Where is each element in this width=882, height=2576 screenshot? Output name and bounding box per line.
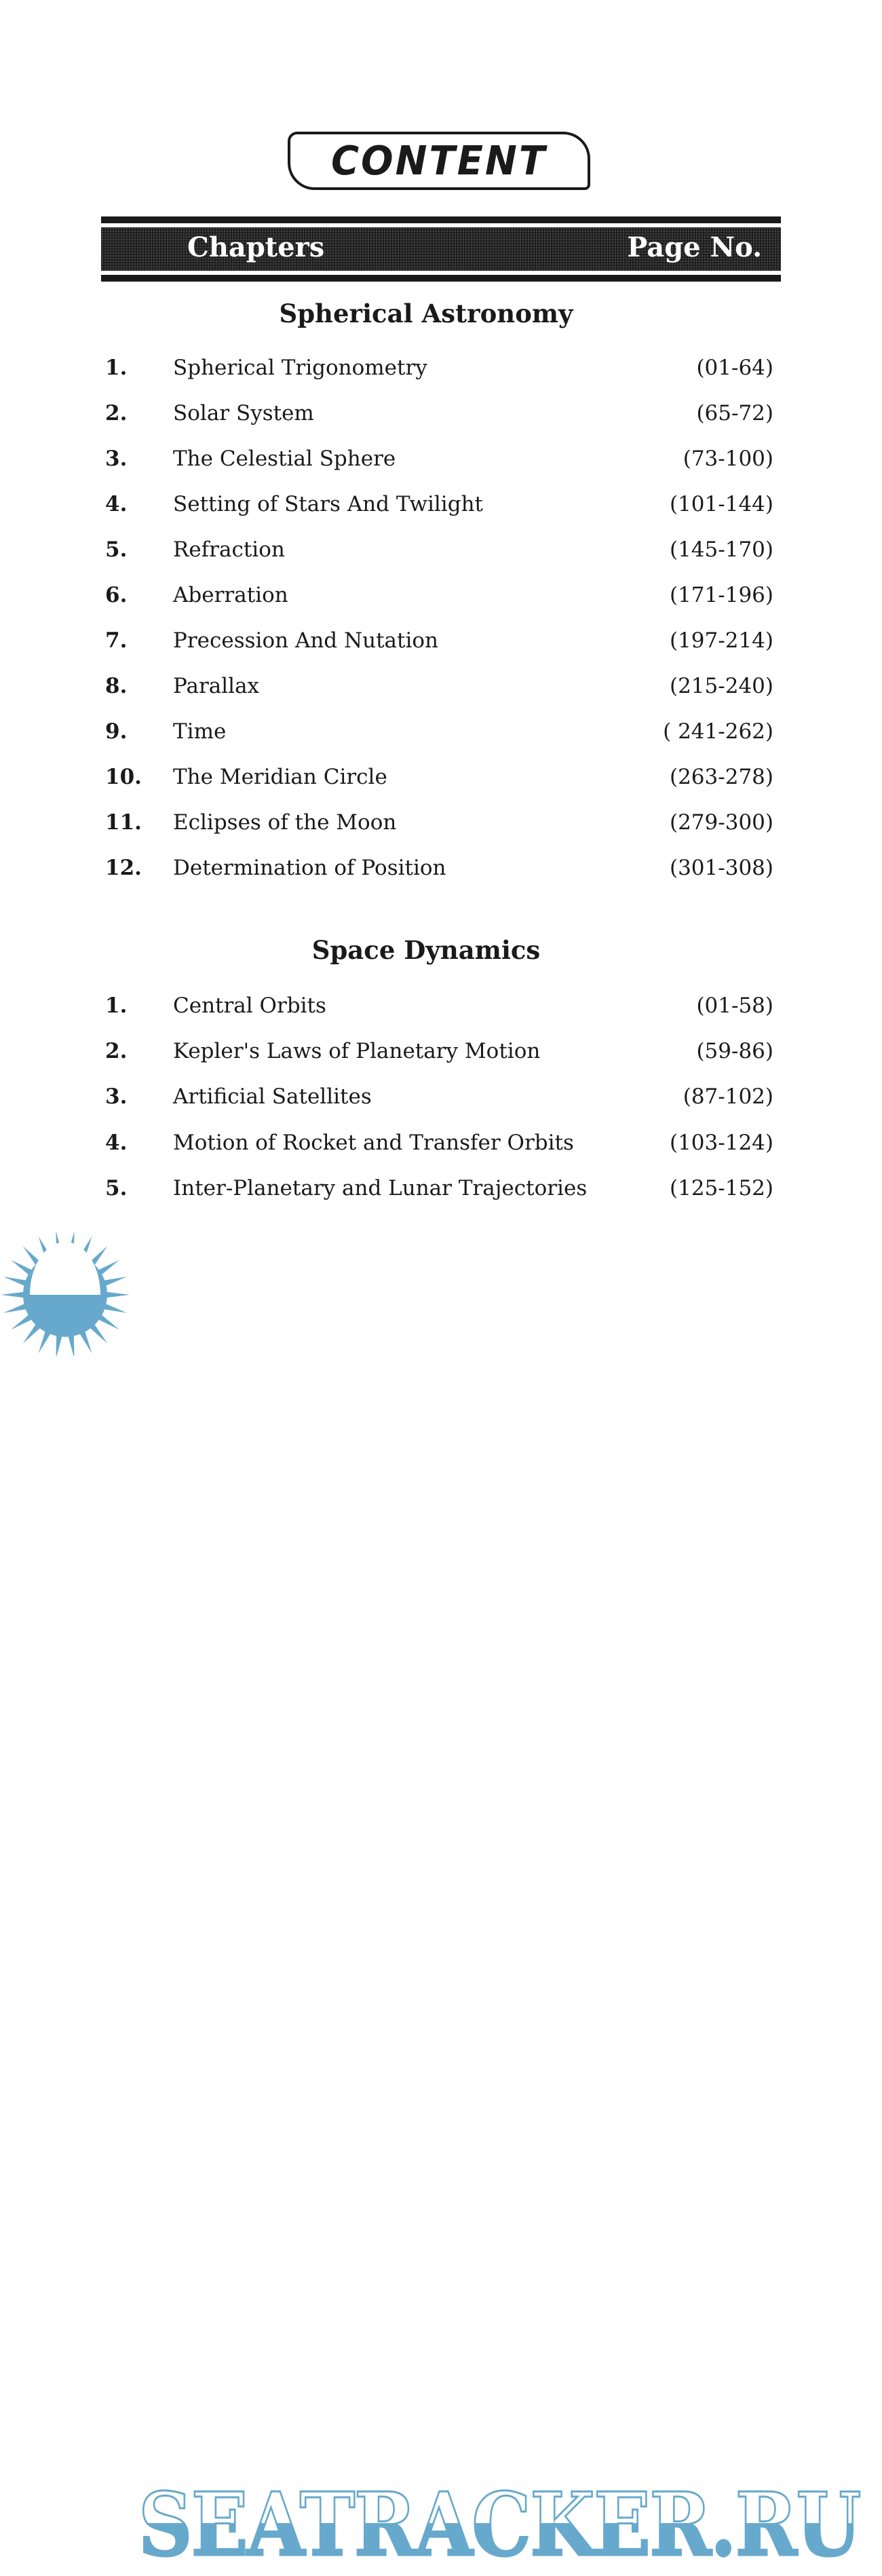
chapter-number: 8. <box>105 674 128 698</box>
chapter-title: Motion of Rocket and Transfer Orbits <box>173 1131 574 1155</box>
page-range: (263-278) <box>669 765 773 789</box>
header-bottom-rule <box>101 275 781 282</box>
toc-entry <box>105 1131 773 1158</box>
toc-entry <box>105 810 773 837</box>
toc-entry <box>105 356 773 383</box>
toc-entry <box>105 719 773 746</box>
chapter-title: Time <box>173 719 227 744</box>
watermark <box>0 1227 882 2576</box>
toc-entry <box>105 856 773 883</box>
page-range: (73-100) <box>683 447 773 471</box>
page-range: ( 241-262) <box>663 719 773 744</box>
page-range: (301-308) <box>669 856 773 880</box>
page-range: (171-196) <box>669 583 773 607</box>
page-range: (01-58) <box>696 993 773 1018</box>
chapter-number: 7. <box>105 628 128 653</box>
column-header-band <box>101 227 781 271</box>
page-range: (65-72) <box>696 401 773 425</box>
toc-entry <box>105 993 773 1021</box>
toc-entry <box>105 401 773 428</box>
toc-entry <box>105 1084 773 1112</box>
chapter-title: Precession And Nutation <box>173 628 439 653</box>
page-range: (101-144) <box>669 492 773 516</box>
chapter-number: 10. <box>105 765 142 789</box>
chapter-title: Parallax <box>173 674 260 698</box>
chapter-number: 2. <box>105 1039 128 1063</box>
chapter-number: 1. <box>105 993 128 1018</box>
chapter-title: Aberration <box>173 583 288 607</box>
chapter-number: 3. <box>105 447 128 471</box>
page-range: (125-152) <box>669 1176 773 1200</box>
chapter-number: 9. <box>105 719 128 744</box>
chapters-header: Chapters <box>187 231 325 263</box>
chapter-title: Artificial Satellites <box>173 1084 372 1109</box>
page-range: (215-240) <box>669 674 773 698</box>
page-range: (59-86) <box>696 1039 773 1063</box>
toc-entry <box>105 537 773 565</box>
toc-entry <box>105 1176 773 1203</box>
toc-entry <box>105 765 773 792</box>
toc-entry <box>105 674 773 701</box>
toc-entry <box>105 1039 773 1066</box>
page-range: (103-124) <box>669 1131 773 1155</box>
toc-entry <box>105 447 773 474</box>
chapter-number: 5. <box>105 537 128 562</box>
chapter-title: Determination of Position <box>173 856 446 880</box>
chapter-number: 4. <box>105 1131 128 1155</box>
chapter-number: 11. <box>105 810 142 835</box>
section-title: Space Dynamics <box>311 935 541 965</box>
page-range: (145-170) <box>669 537 773 562</box>
toc-entry <box>105 492 773 519</box>
chapter-number: 3. <box>105 1084 128 1109</box>
chapter-title: Solar System <box>173 401 314 425</box>
chapter-title: Spherical Trigonometry <box>173 356 427 380</box>
watermark-text: SEATRACKER.RU <box>138 2474 860 2576</box>
chapter-title: The Meridian Circle <box>173 765 387 789</box>
page-no-header: Page No. <box>627 231 762 263</box>
page-range: (197-214) <box>669 628 773 653</box>
chapter-title: Kepler's Laws of Planetary Motion <box>173 1039 541 1063</box>
chapter-title: Setting of Stars And Twilight <box>173 492 483 516</box>
header-top-rule <box>101 216 781 223</box>
chapter-title: Refraction <box>173 537 285 562</box>
content-title: CONTENT <box>330 137 548 185</box>
chapter-number: 6. <box>105 583 128 607</box>
content-title-banner <box>288 132 590 190</box>
page-range: (01-64) <box>696 356 773 380</box>
page-range: (87-102) <box>683 1084 773 1109</box>
chapter-number: 1. <box>105 356 128 380</box>
chapter-number: 12. <box>105 856 142 880</box>
chapter-title: Eclipses of the Moon <box>173 810 397 835</box>
chapter-number: 5. <box>105 1176 128 1200</box>
sun-logo-icon <box>0 1227 136 1356</box>
chapter-number: 4. <box>105 492 128 516</box>
chapter-number: 2. <box>105 401 128 425</box>
chapter-title: The Celestial Sphere <box>173 447 396 471</box>
chapter-title: Inter-Planetary and Lunar Trajectories <box>173 1176 588 1200</box>
toc-entry <box>105 628 773 656</box>
page-range: (279-300) <box>669 810 773 835</box>
section-title: Spherical Astronomy <box>279 299 573 328</box>
toc-entry <box>105 583 773 610</box>
chapter-title: Central Orbits <box>173 993 326 1018</box>
